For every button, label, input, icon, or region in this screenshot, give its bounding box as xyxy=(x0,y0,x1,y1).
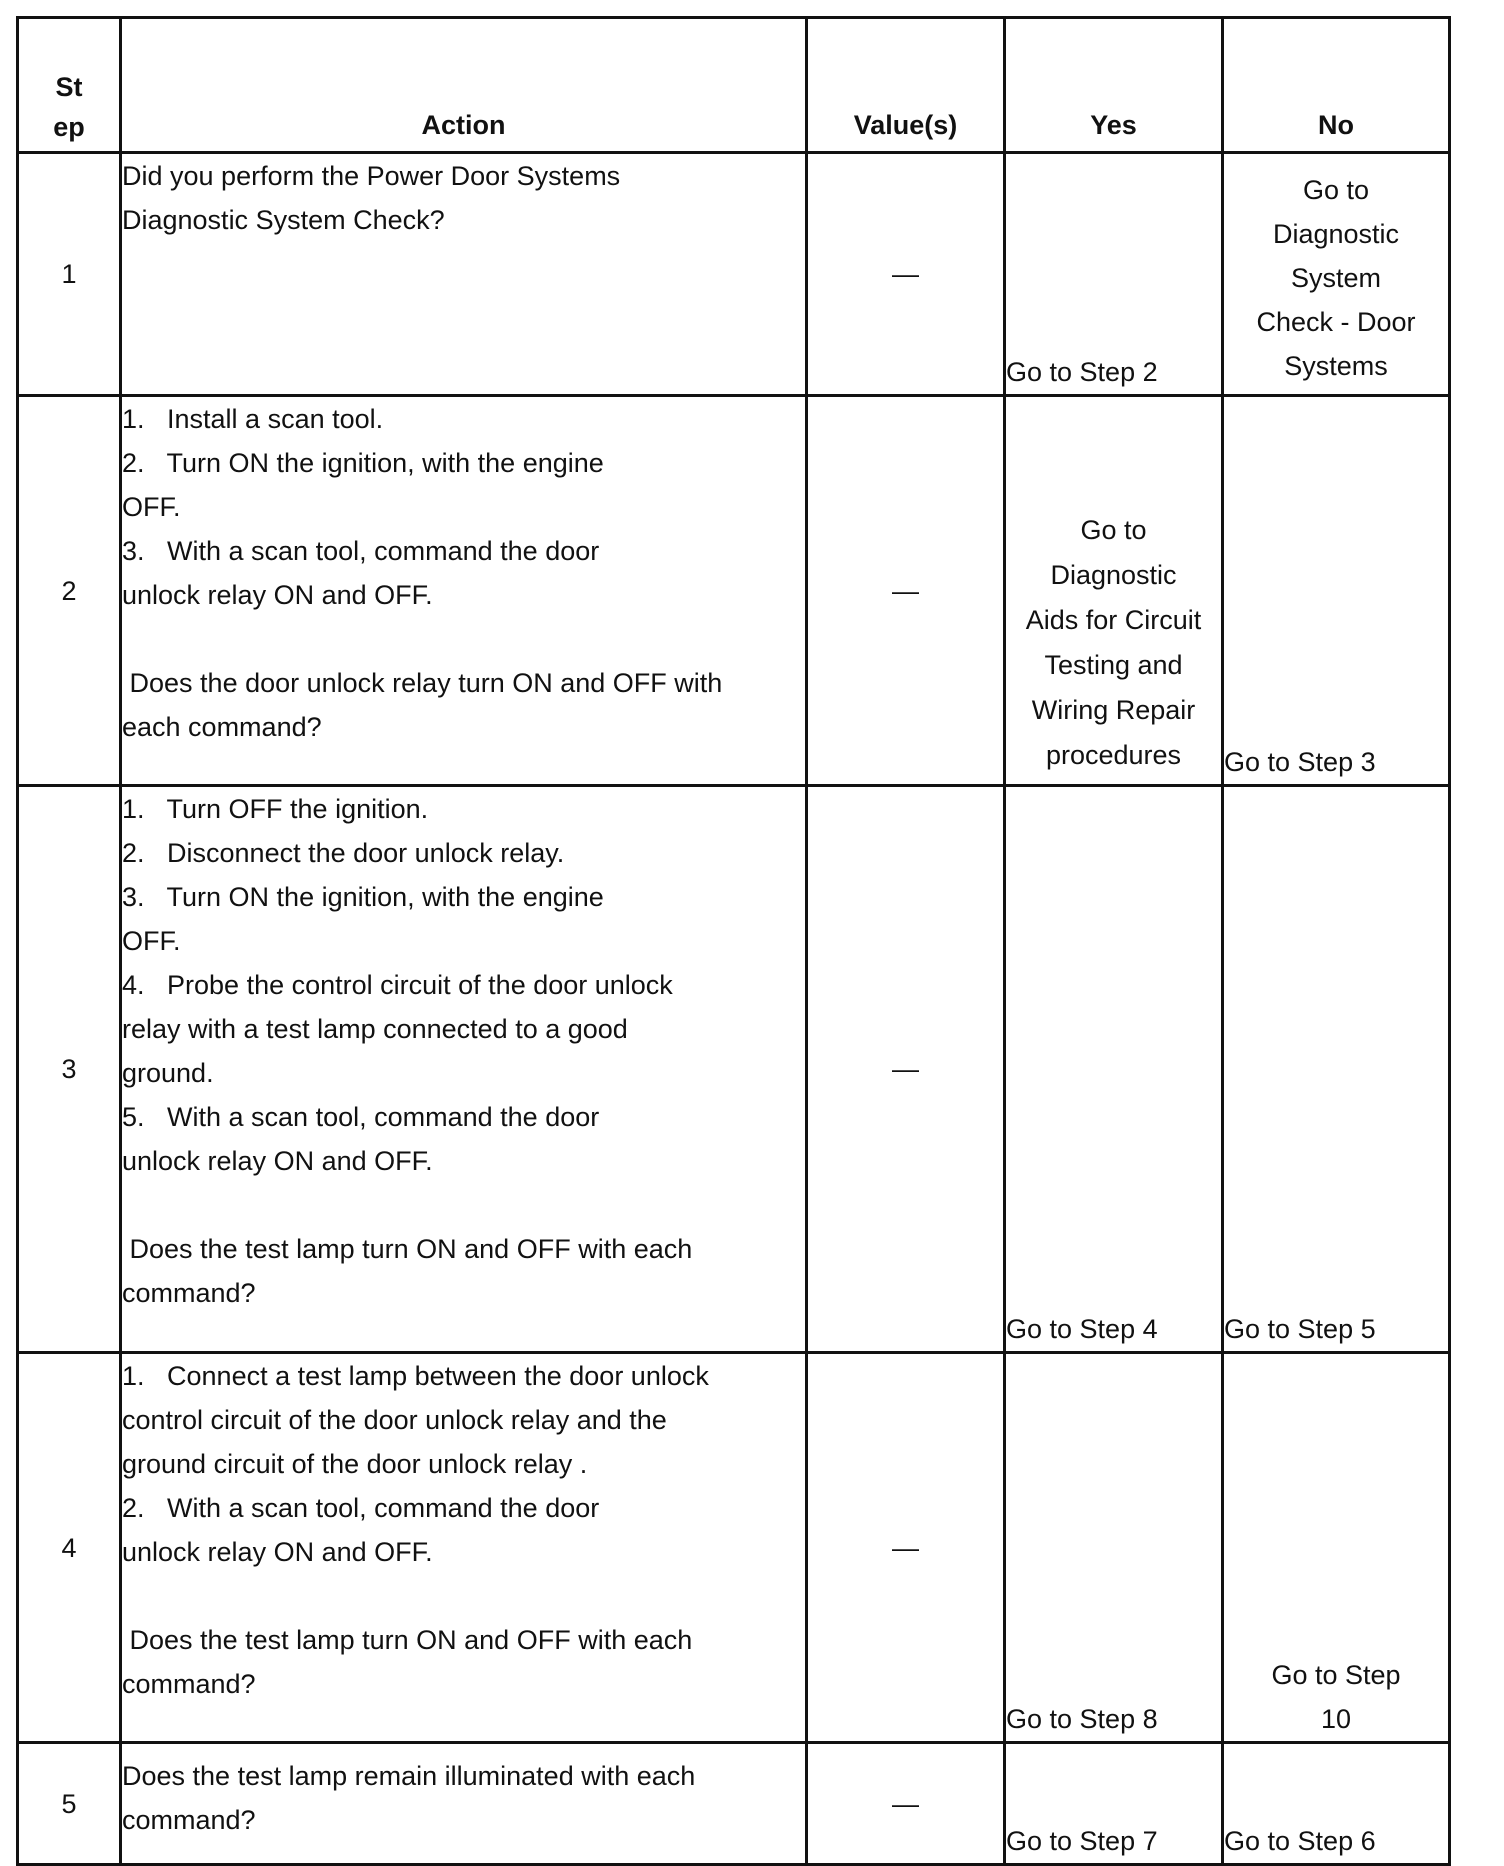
yes-text: Go to Step 4 xyxy=(1006,1314,1158,1344)
no-text: Go to Step 6 xyxy=(1224,1826,1376,1856)
action-text: 1. Connect a test lamp between the door unlock control circuit of the door unlock relay and the ground circuit of the door unlock relay . 2. With a scan tool, command the door unlock relay ON and OFF. Does the test lamp turn ON and OFF with each command? xyxy=(122,1361,709,1699)
step-number xyxy=(18,396,121,786)
value-text: — xyxy=(892,575,919,606)
table-row xyxy=(18,153,1450,396)
step-number xyxy=(18,1743,121,1865)
no-cell xyxy=(1223,396,1450,786)
action-text: Does the test lamp remain illuminated with each command? xyxy=(122,1761,696,1835)
action-text: 1. Install a scan tool. 2. Turn ON the ignition, with the engine OFF. 3. With a scan tool, command the door unlock relay ON and OFF. Does the door unlock relay turn ON and OFF with each command? xyxy=(122,404,723,742)
no-text: Go to Diagnostic System Check - Door Systems xyxy=(1256,175,1416,381)
yes-cell xyxy=(1005,396,1223,786)
header-action xyxy=(121,18,807,153)
diagnostic-table xyxy=(16,16,1451,1866)
header-step xyxy=(18,18,121,153)
yes-text: Go to Step 8 xyxy=(1006,1704,1158,1734)
step-number-text: 5 xyxy=(61,1788,77,1819)
no-text: Go to Step 5 xyxy=(1224,1314,1376,1344)
header-step-label: St ep xyxy=(53,72,85,142)
no-cell xyxy=(1223,153,1450,396)
header-row xyxy=(18,18,1450,153)
header-yes xyxy=(1005,18,1223,153)
yes-text: Go to Step 2 xyxy=(1006,357,1158,387)
yes-cell xyxy=(1005,153,1223,396)
step-number-text: 2 xyxy=(61,575,77,606)
value-text: — xyxy=(892,1054,919,1084)
yes-text: Go to Diagnostic Aids for Circuit Testing and Wiring Repair procedures xyxy=(1025,515,1202,770)
table-row xyxy=(18,1743,1450,1865)
yes-text: Go to Step 7 xyxy=(1006,1826,1158,1856)
value-text: — xyxy=(892,259,919,289)
value-cell xyxy=(807,1743,1005,1865)
header-no-label: No xyxy=(1318,110,1354,140)
action-cell xyxy=(121,153,807,396)
step-number-text: 4 xyxy=(61,1532,77,1563)
no-cell xyxy=(1223,1353,1450,1743)
step-number xyxy=(18,153,121,396)
yes-cell xyxy=(1005,786,1223,1353)
yes-cell xyxy=(1005,1743,1223,1865)
header-values xyxy=(807,18,1005,153)
action-cell xyxy=(121,1743,807,1865)
value-text: — xyxy=(892,1788,919,1819)
step-number-text: 3 xyxy=(61,1054,77,1084)
value-cell xyxy=(807,396,1005,786)
action-cell xyxy=(121,786,807,1353)
step-number xyxy=(18,1353,121,1743)
header-no xyxy=(1223,18,1450,153)
value-text: — xyxy=(892,1532,919,1563)
header-values-label: Value(s) xyxy=(853,110,958,140)
action-cell xyxy=(121,396,807,786)
action-text: Did you perform the Power Door Systems Diagnostic System Check? xyxy=(122,161,621,235)
action-cell xyxy=(121,1353,807,1743)
table-row xyxy=(18,786,1450,1353)
action-text: 1. Turn OFF the ignition. 2. Disconnect the door unlock relay. 3. Turn ON the ignition, with the engine OFF. 4. Probe the control circuit of the door unlock relay with a test lamp connected to a good ground. 5. With a scan tool, command the door unlock relay ON and OFF. Does the test lamp turn ON and OFF with each command? xyxy=(122,794,693,1308)
step-number-text: 1 xyxy=(61,259,77,289)
table-row xyxy=(18,1353,1450,1743)
table-row xyxy=(18,396,1450,786)
no-text: Go to Step 3 xyxy=(1224,747,1376,777)
no-cell xyxy=(1223,1743,1450,1865)
value-cell xyxy=(807,153,1005,396)
value-cell xyxy=(807,786,1005,1353)
no-text: Go to Step 10 xyxy=(1271,1660,1401,1734)
value-cell xyxy=(807,1353,1005,1743)
step-number xyxy=(18,786,121,1353)
no-cell xyxy=(1223,786,1450,1353)
header-yes-label: Yes xyxy=(1090,110,1137,140)
yes-cell xyxy=(1005,1353,1223,1743)
header-action-label: Action xyxy=(421,110,506,140)
